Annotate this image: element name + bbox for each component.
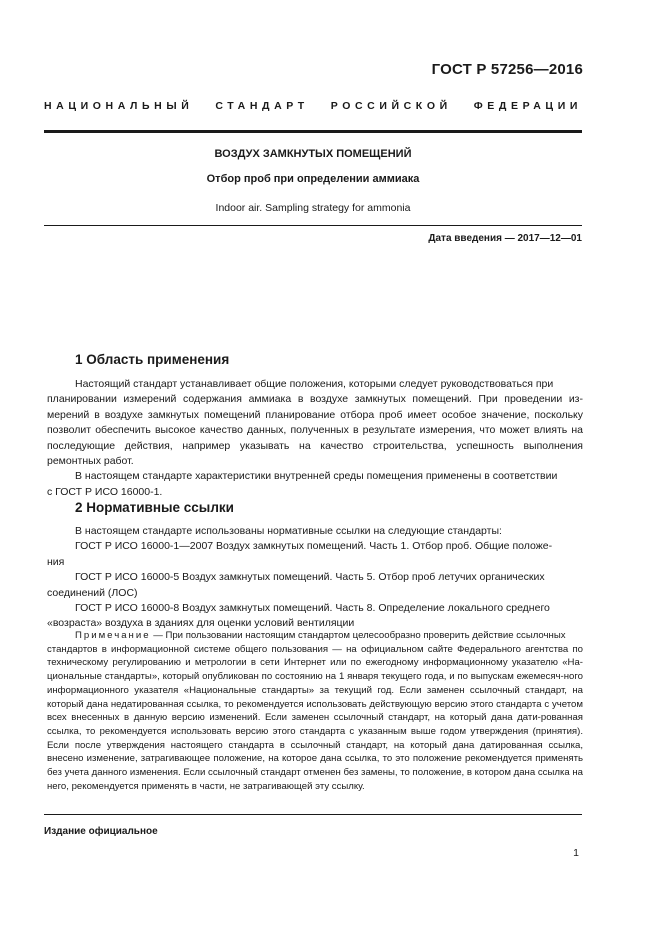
page-number: 1 [573,847,579,859]
reference-1-lead: ГОСТ Р ИСО 16000-1—2007 Воздух замкнутых помещений. Часть 1. Отбор проб. Общие положе- [75,540,553,553]
header-divider [44,130,582,133]
title-divider [44,225,582,226]
reference-3-lead: ГОСТ Р ИСО 16000-8 Воздух замкнутых помещений. Часть 8. Определение локального среднего [75,602,550,615]
section-1-body [47,377,583,500]
title-subtitle: Отбор проб при определении аммиака [206,173,420,185]
section-1-paragraph-2-lead: В настоящем стандарте характеристики внутренней среды помещения применены в соответствии [75,470,558,483]
note-text: стандартов в информационной системе общего пользования — на официальном сайте Федерального агентства по техническому регулированию и метрологии в сети Интернет или по ежегодному информационному указателю «На-циональные стандарты», который опубликован по состоянию на 1 января текущего года, и по выпускам ежемесяч-ного информационного указателя «Национальные стандарты» за текущий год. Если заменен ссылочный стандарт, на который дана недатированная ссылка, то рекомендуется использовать действующую версию этого стандарта с учетом всех внесенных в данную версию изменений. Если заменен ссылочный стандарт, на который дана дати-рованная ссылка, то рекомендуется использовать версию этого стандарта с указанным выше годом утверждения (принятия). Если после утверждения настоящего стандарта в ссылочный стандарт, на который дана датированная ссылка, внесено изменение, затрагивающее положение, на которое дана ссылка, то это положение рекомендуется применять без учета данного изменения. Если ссылочный стандарт отменен без замены, то положение, в котором дана ссылка на него, рекомендуется применять в части, не затрагивающей эту ссылку. [47,643,583,792]
section-2-intro: В настоящем стандарте использованы нормативные ссылки на следующие стандарты: [75,525,502,537]
title-main: ВОЗДУХ ЗАМКНУТЫХ ПОМЕЩЕНИЙ [214,148,412,160]
section-1-paragraph-1-rest: планировании измерений содержания аммиака в воздухе замкнутых помещений. При проведении из-мерений в воздухе замкнутых помещений планирование отбора проб имеет особое значение, поскольку позволит обеспечить высокое качество данных, полученных в результате измерения, что может влиять на последующие действия, например указывать на качество строительства, успешность выполнения ремонтных работ. [47,393,583,468]
reference-2-rest: соединений (ЛОС) [47,586,138,599]
note-first-text: — При пользовании настоящим стандартом целесообразно проверить действие ссылочных [150,630,566,641]
reference-3-rest: «возраста» воздуха в зданиях для оценки условий вентиляции [47,617,355,630]
national-standard-banner: НАЦИОНАЛЬНЫЙ СТАНДАРТ РОССИЙСКОЙ ФЕДЕРАЦИИ [44,100,582,112]
section-2-heading: 2 Нормативные ссылки [75,500,234,515]
section-1-paragraph-2-rest: с ГОСТ Р ИСО 16000-1. [47,485,163,498]
note-block [47,629,583,793]
official-edition-label: Издание официальное [44,826,158,837]
introduction-date: Дата введения — 2017—12—01 [428,233,582,244]
title-english: Indoor air. Sampling strategy for ammonia [215,202,411,214]
section-1-paragraph-1-lead: Настоящий стандарт устанавливает общие положения, которыми следует руководствоваться при [75,378,554,390]
note-first-line [75,629,583,643]
section-2-body [47,524,583,632]
note-label: Примечание [75,630,151,641]
reference-1-rest: ния [47,555,65,568]
section-1-heading: 1 Область применения [75,352,230,367]
document-code: ГОСТ Р 57256—2016 [431,61,583,78]
footer-divider [44,814,582,815]
reference-2-lead: ГОСТ Р ИСО 16000-5 Воздух замкнутых помещений. Часть 5. Отбор проб летучих органических [75,571,545,584]
